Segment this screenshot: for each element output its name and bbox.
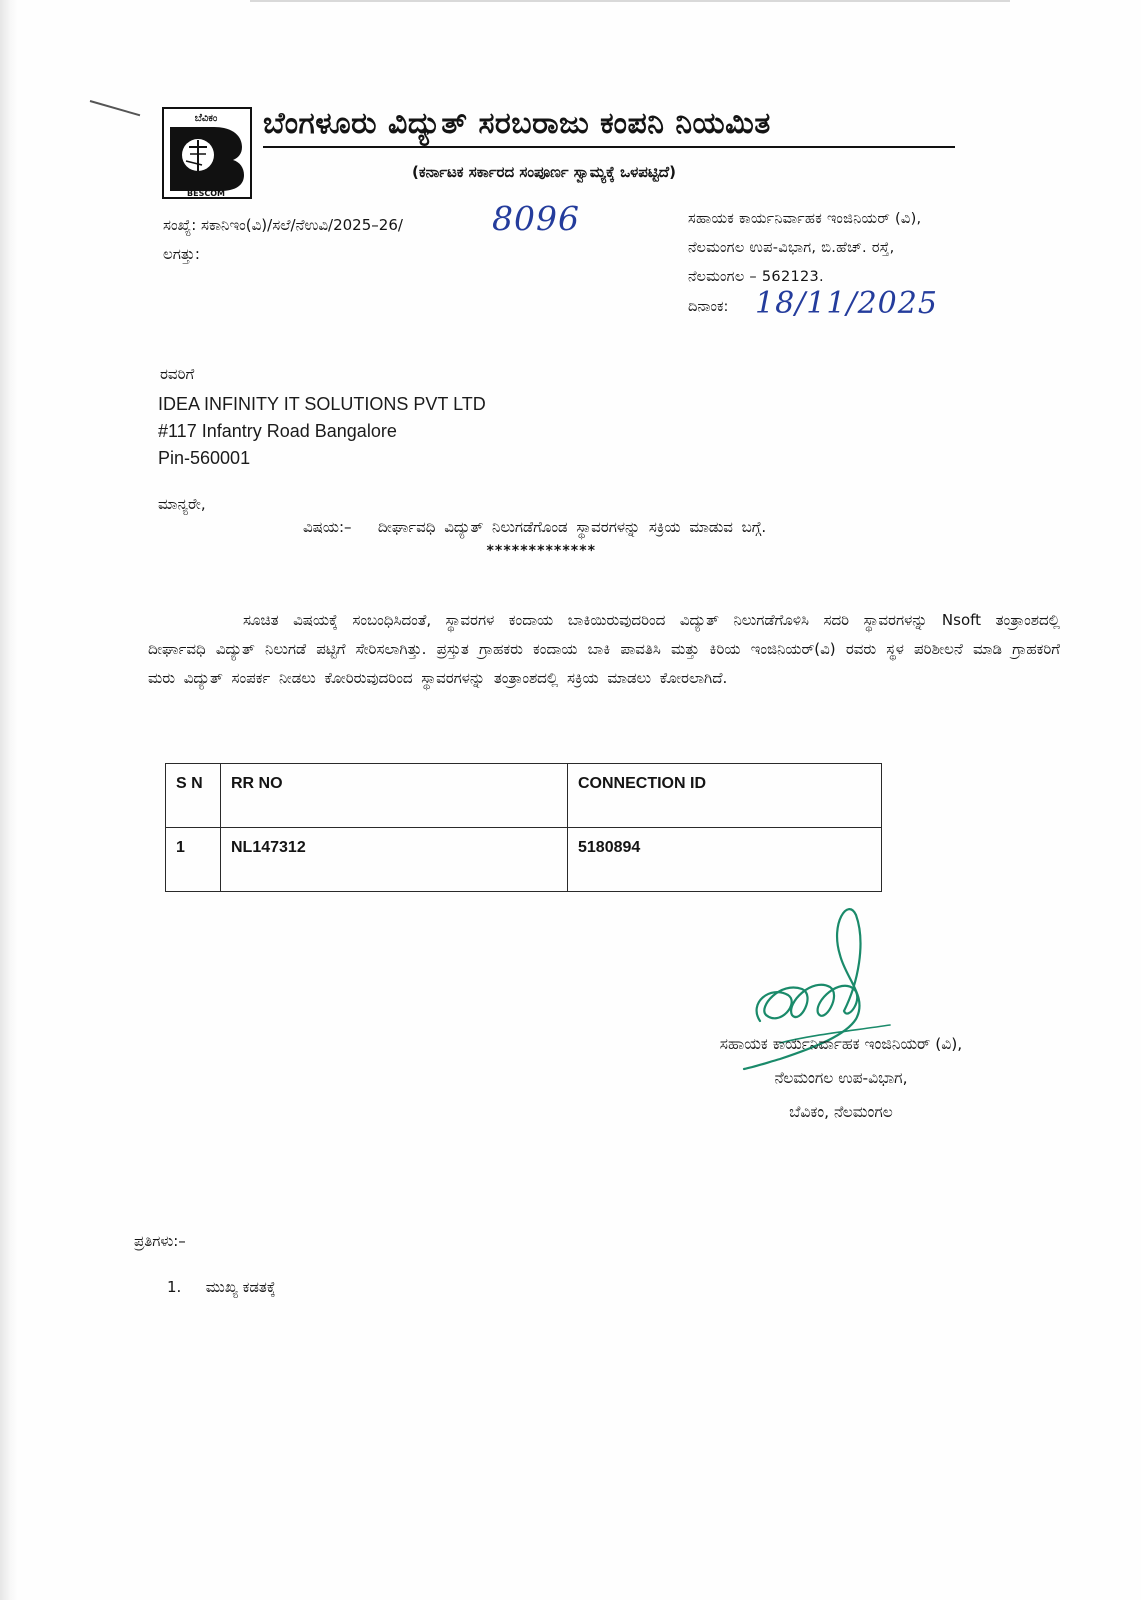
cell-sn: 1 [166,828,221,892]
table-row [166,828,882,892]
copy-item-number: 1. [167,1278,182,1296]
sender-address [688,205,921,292]
copy-list-item [167,1278,276,1296]
logo-bottom-text: BESCOM [187,189,225,198]
table-header-row [166,764,882,828]
recipient-street: #117 Infantry Road Bangalore [158,421,397,441]
connection-table [165,763,882,892]
organization-name: ಬೆಂಗಳೂರು ವಿದ್ಯುತ್ ಸರಬರಾಜು ಕಂಪನಿ ನಿಯಮಿತ [263,106,771,141]
enclosure-label: ಲಗತ್ತು: [163,245,200,263]
sender-line-3: ನೆಲಮಂಗಲ – 562123. [688,269,824,285]
recipient-address [158,391,486,472]
page-left-shadow [0,0,18,1600]
recipient-name: IDEA INFINITY IT SOLUTIONS PVT LTD [158,394,486,414]
sender-line-1: ಸಹಾಯಕ ಕಾರ್ಯನಿರ್ವಾಹಕ ಇಂಜಿನಿಯರ್ (ವಿ), [688,211,922,227]
cell-rr-no: NL147312 [221,828,568,892]
title-underline [263,146,955,148]
sender-line-2: ನೆಲಮಂಗಲ ಉಪ-ವಿಭಾಗ, ಬಿ.ಹೆಚ್. ರಸ್ತೆ, [688,240,895,256]
bescom-logo [162,107,252,199]
date-label: ದಿನಾಂಕ: [688,299,729,315]
logo-top-text: ಬೆವಿಕಂ [194,113,218,124]
subject-label: ವಿಷಯ:– [303,518,352,536]
copies-label: ಪ್ರತಿಗಳು:– [134,1232,186,1250]
reference-number-printed: ಸಂಖ್ಯೆ: ಸಕಾನಿಇಂ(ವಿ)/ಸಲೆ/ನೆಉವಿ/2025–26/ [163,216,403,234]
subject-line [303,518,766,536]
recipient-pin: Pin-560001 [158,448,251,468]
page-top-edge [250,0,1010,2]
reference-number-handwritten: 8096 [492,199,580,238]
copy-item-text: ಮುಖ್ಯ ಕಡತಕ್ಕೆ [205,1278,276,1296]
bescom-b-emblem-icon [170,127,244,191]
signatory-line-2: ನೆಲಮಂಗಲ ಉಪ-ವಿಭಾಗ, [774,1069,908,1087]
subject-separator: ************* [486,543,596,559]
date-handwritten: 18/11/2025 [755,286,938,321]
body-paragraph: ಸೂಚಿತ ವಿಷಯಕ್ಕೆ ಸಂಬಂಧಿಸಿದಂತೆ, ಸ್ಥಾವರಗಳ ಕಂದಾಯ ಬಾಕಿಯಿರುವುದರಿಂದ ವಿದ್ಯುತ್ ನಿಲುಗಡೆಗೊಳಿಸಿ ಸದರಿ ಸ್ಥಾವರಗಳನ್ನು Nsoft ತಂತ್ರಾಂಶದಲ್ಲಿ ದೀರ್ಘಾವಧಿ ವಿದ್ಯುತ್ ನಿಲುಗಡೆ ಪಟ್ಟಿಗೆ ಸೇರಿಸಲಾಗಿತ್ತು. ಪ್ರಸ್ತುತ ಗ್ರಾಹಕರು ಕಂದಾಯ ಬಾಕಿ ಪಾವತಿಸಿ ಮತ್ತು ಕಿರಿಯ ಇಂಜಿನಿಯರ್(ವಿ) ರವರು ಸ್ಥಳ ಪರಿಶೀಲನೆ ಮಾಡಿ ಗ್ರಾಹಕರಿಗೆ ಮರು ವಿದ್ಯುತ್ ಸಂಪರ್ಕ ನೀಡಲು ಕೋರಿರುವುದರಿಂದ ಸ್ಥಾವರಗಳನ್ನು ತಂತ್ರಾಂಶದಲ್ಲಿ ಸಕ್ರಿಯ ಮಾಡಲು ಕೋರಲಾಗಿದೆ. [148,611,1060,687]
subject-text: ದೀರ್ಘಾವಧಿ ವಿದ್ಯುತ್ ನಿಲುಗಡೆಗೊಂಡ ಸ್ಥಾವರಗಳನ್ನು ಸಕ್ರಿಯ ಮಾಡುವ ಬಗ್ಗೆ. [377,518,767,536]
salutation: ಮಾನ್ಯರೇ, [158,495,206,513]
recipient-to-label: ರವರಿಗೆ [160,365,195,383]
signatory-line-1: ಸಹಾಯಕ ಕಾರ್ಯನಿರ್ವಾಹಕ ಇಂಜಿನಿಯರ್ (ವಿ), [719,1035,963,1053]
header-sn: S N [166,764,221,828]
header-connection-id: CONNECTION ID [568,764,882,828]
header-rr-no: RR NO [221,764,568,828]
stray-pen-mark [90,100,141,116]
signatory-line-3: ಬೆವಿಕಂ, ನೆಲಮಂಗಲ [789,1103,893,1121]
cell-connection-id: 5180894 [568,828,882,892]
signatory-block [636,1027,1046,1129]
organization-subtitle: (ಕರ್ನಾಟಕ ಸರ್ಕಾರದ ಸಂಪೂರ್ಣ ಸ್ವಾಮ್ಯಕ್ಕೆ ಒಳಪಟ್ಟಿದೆ) [412,163,676,181]
